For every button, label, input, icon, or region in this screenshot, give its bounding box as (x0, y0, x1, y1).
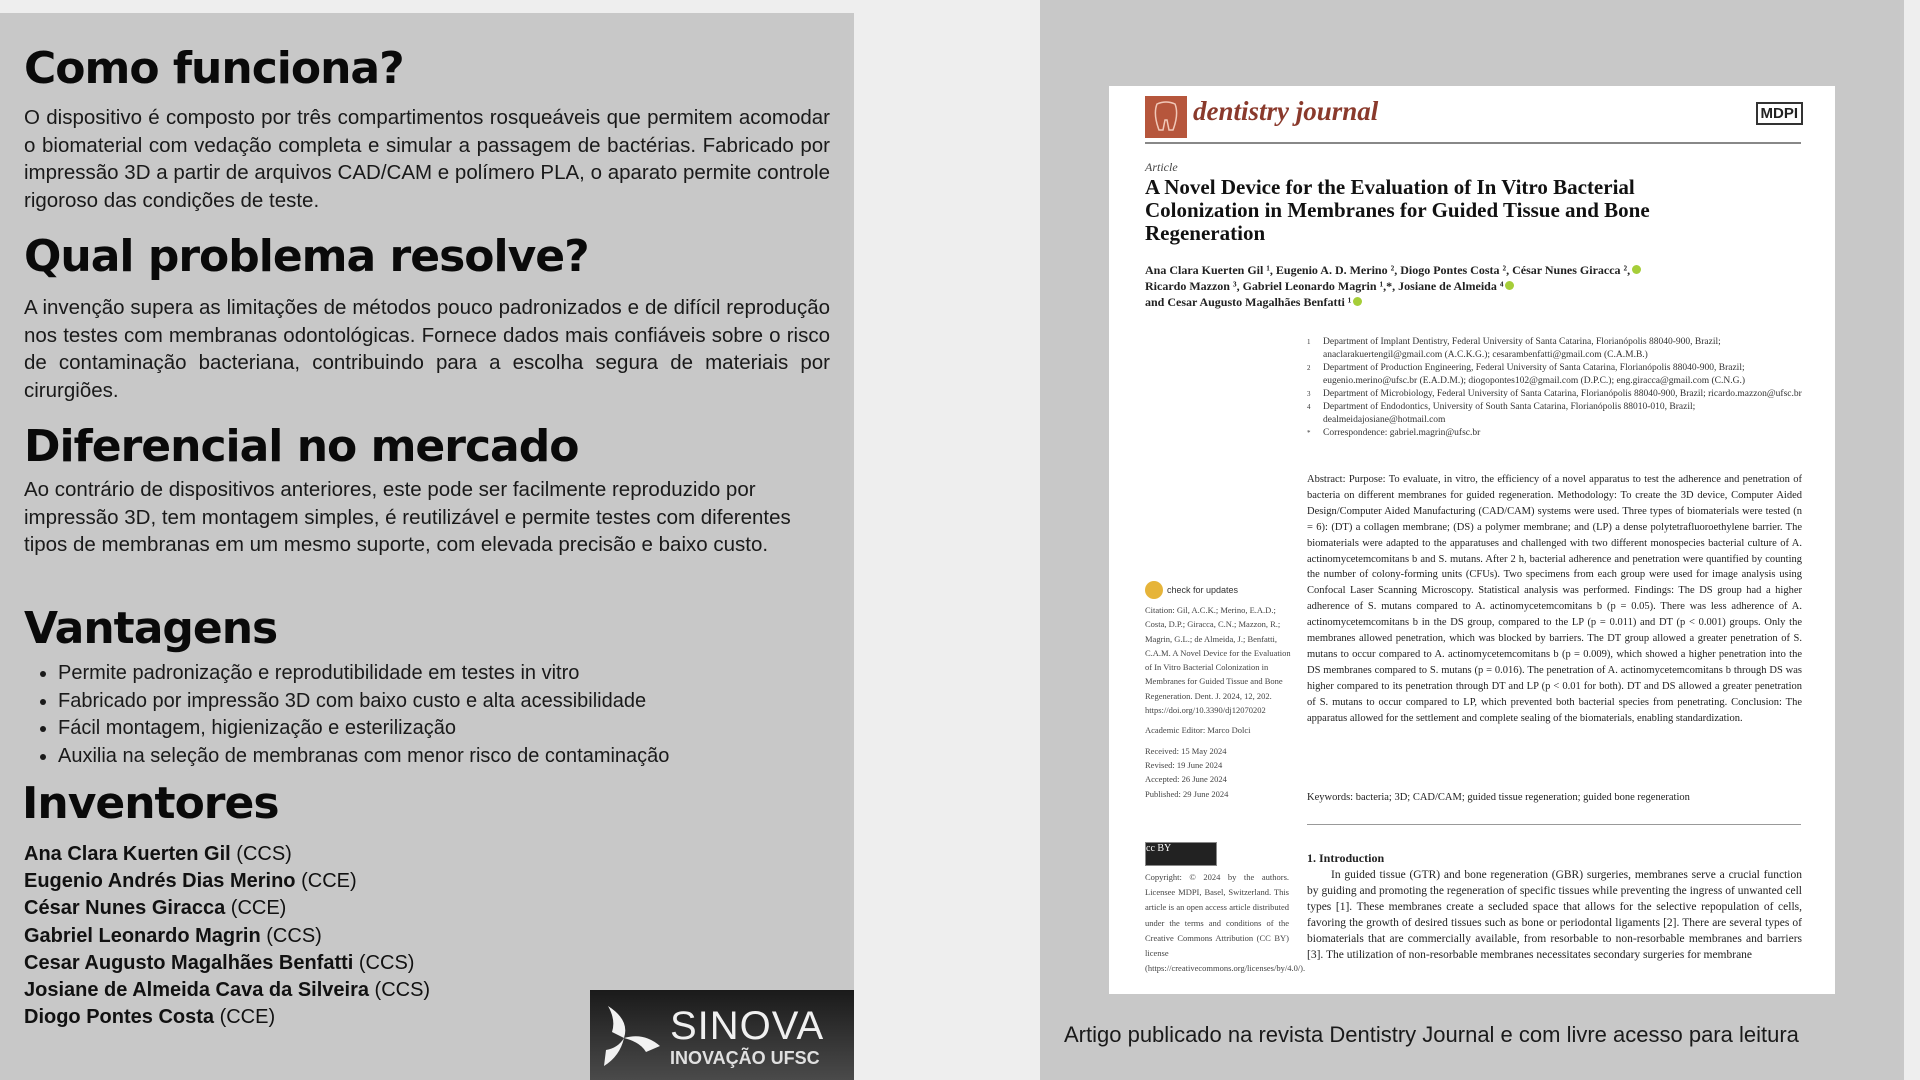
inventor-row (24, 923, 430, 950)
logo-name: SINOVA (670, 1004, 825, 1048)
orcid-icon (1505, 281, 1514, 290)
inventors-list (22, 841, 430, 1031)
divider (1307, 824, 1801, 825)
list-item: • Auxilia na seleção de membranas com menor risco de contaminação (58, 743, 669, 771)
section-differential (24, 421, 830, 559)
affiliation: * Correspondence: gabriel.magrin@ufsc.br (1307, 428, 1481, 438)
sinova-logo (590, 990, 854, 1080)
affiliation: 3 Department of Microbiology, Federal University of Santa Catarina, Florianópolis 88040-900, Brazil; ricardo.mazzon@ufsc.br (1307, 389, 1802, 399)
check-for-updates-button[interactable]: check for updates (1145, 581, 1295, 599)
publisher-logo: MDPI (1756, 102, 1804, 125)
journal-name: dentistry journal (1193, 96, 1379, 126)
inventor-unit: (CCE) (301, 870, 357, 893)
inventor-row (24, 977, 430, 1004)
section-body: O dispositivo é composto por três compartimentos rosqueáveis que permitem acomodar o biomaterial com vedação completa e simular a passagem de bactérias. Fabricado por impressão 3D a partir de arquivos CAD/CAM e polímero PLA, o aparato permite controle rigoroso das condições de teste. (24, 106, 830, 212)
inventor-unit: (CCE) (219, 1006, 276, 1029)
section-title: Diferencial no mercado (24, 421, 579, 472)
authors-line: Ricardo Mazzon ³, Gabriel Leonardo Magrin ¹,*, Josiane de Almeida ⁴ (1145, 279, 1504, 293)
section-title: Vantagens (24, 603, 278, 654)
section-how-it-works (24, 43, 830, 214)
inventor-name: César Nunes Giracca (24, 897, 226, 920)
affiliations (1307, 336, 1802, 440)
list-item: • Permite padronização e reprodutibilidade em testes in vitro (58, 660, 669, 688)
keywords: Keywords: bacteria; 3D; CAD/CAM; guided tissue regeneration; guided bone regeneration (1307, 792, 1690, 803)
authors-line: and Cesar Augusto Magalhães Benfatti ¹ (1145, 295, 1352, 309)
section-body: A invenção supera as limitações de métodos pouco padronizados e de difícil reprodução nos testes com membranas odontológicas. Fornece dados mais confiáveis sobre o risco de contaminação bacteriana, contribuindo para a escolha segura de materiais por cirurgiões. (24, 296, 830, 402)
left-panel (0, 13, 854, 1080)
authors-line: Ana Clara Kuerten Gil ¹, Eugenio A. D. Merino ², Diogo Pontes Costa ², César Nunes Giracca ², (1145, 263, 1631, 277)
abstract: Abstract: Purpose: To evaluate, in vitro, the efficiency of a novel apparatus to test the adherence and penetration of bacteria on different membranes for guided regeneration. Methodology: To create the 3D device, Computer Aided Design/Computer Aided Manufacturing (CAD/CAM) systems were used. Three types of biomaterials were tested (n = 6): (DT) a collagen membrane; (DS) a polymer membrane; and (LP) a dense polytetrafluoroethylene barrier. The biomaterials were adapted to the apparatuses and challenged with two different monospecies bacterial culture of A. actinomycetemcomitans b and S. mutans. After 2 h, bacterial adherence and penetration were quantified by counting the number of colony-forming units (CFUs). Two specimens from each group were used for image analysis using Confocal Laser Scanning Microscopy. Statistical analysis was performed. Findings: The DS group had a higher adherence of S. mutans compared to A. actinomycetemcomitans b (p = 0.05). There was less adherence of A. actinomycetemcomitans b in the DS group, compared to the LP (p = 0.011) and DT (p < 0.001) groups. Only the membranes allowed penetration, which was blocked by barriers. The DT group allowed a greater penetration of S. mutans to occur compared to A. actinomycetemcomitans b (p = 0.009), which showed a higher penetration into the DS membranes compared to S. mutans (p = 0.016). The penetration of A. actinomycetemcomitans b through DS was higher compared to its penetration through DT and LP (p < 0.01 for both). DT and DS allowed a greater penetration of S. mutans to occur compared to LP, which prevented both bacterial species from penetrating. Conclusion: The apparatus allowed for the settlement and complete sealing of the biomaterials, enabling standardization. (1307, 474, 1802, 724)
inventor-row (24, 950, 430, 977)
tooth-icon (1145, 96, 1187, 138)
inventor-row (24, 868, 430, 895)
divider (1145, 142, 1801, 144)
logo-subtitle: INOVAÇÃO UFSC (670, 1048, 820, 1068)
pinwheel-icon (600, 1002, 664, 1070)
inventor-row (24, 1004, 430, 1031)
inventor-name: Eugenio Andrés Dias Merino (24, 870, 296, 893)
affiliation: 2 Department of Production Engineering, Federal University of Santa Catarina, Florianópolis 88040-900, Brazil; eugenio.merino@ufsc.br (E.A.D.M.); diogopontes102@gmail.com (D.P.C.); eng.giracca@gmail.com (C.N.G.) (1307, 363, 1745, 386)
list-item: • Fácil montagem, higienização e esterilização (58, 715, 669, 743)
intro-heading: 1. Introduction (1307, 851, 1385, 865)
section-title: Inventores (22, 778, 279, 829)
orcid-icon (1632, 265, 1641, 274)
inventor-name: Cesar Augusto Magalhães Benfatti (24, 951, 354, 974)
section-problem (24, 231, 830, 404)
section-title: Qual problema resolve? (24, 231, 589, 282)
inventor-unit: (CCE) (230, 897, 287, 920)
section-title: Como funciona? (24, 43, 404, 94)
inventor-name: Gabriel Leonardo Magrin (24, 924, 261, 947)
intro-text: In guided tissue (GTR) and bone regeneration (GBR) surgeries, membranes serve a crucial function by guiding and promoting the regeneration of specific tissues while preventing the ingress of unwanted cell types [1]. These membranes create a secluded space that allows for the selective repopulation of cells, favoring the growth of desired tissues such as bone or periodontal ligaments [2]. There are several types of biomaterials that are commercially available, from resorbable to non-resorbable membranes and barriers [3]. The utilization of non-resorbable membranes necessitates secondary surgeries for membrane (1307, 869, 1802, 961)
section-advantages (24, 603, 669, 770)
inventor-name: Diogo Pontes Costa (24, 1006, 215, 1029)
dates: Received: 15 May 2024 Revised: 19 June 2024 Accepted: 26 June 2024 Published: 29 June 2024 (1145, 745, 1229, 799)
inventor-row (24, 841, 430, 868)
cc-by-license-icon: cc BY (1145, 842, 1217, 866)
citation: Citation: Gil, A.C.K.; Merino, E.A.D.; Costa, D.P.; Giracca, C.N.; Mazzon, R.; Magrin, G.L.; de Almeida, J.; Benfatti, C.A.M. A Novel Device for the Evaluation of In Vitro Bacterial Colonization in Membranes for Guided Tissue and Bone Regeneration. Dent. J. 2024, 12, 202. https://doi.org/10.3390/dj12070202 (1145, 605, 1291, 716)
affiliation: 4 Department of Endodontics, University of South Santa Catarina, Florianópolis 88010-010, Brazil; dealmeidajosiane@hotmail.com (1307, 402, 1696, 425)
inventor-unit: (CCS) (374, 979, 431, 1002)
article-type: Article (1145, 160, 1178, 174)
article-preview (1109, 86, 1835, 994)
orcid-icon (1353, 297, 1362, 306)
inventor-row (24, 895, 430, 922)
advantages-list (24, 660, 669, 770)
article-sidebar (1145, 581, 1295, 801)
section-inventors (22, 778, 430, 1031)
list-item: • Fabricado por impressão 3D com baixo custo e alta acessibilidade (58, 688, 669, 716)
inventor-unit: (CCS) (358, 951, 415, 974)
inventor-name: Ana Clara Kuerten Gil (24, 843, 231, 865)
academic-editor: Academic Editor: Marco Dolci (1145, 725, 1251, 736)
paper-title: A Novel Device for the Evaluation of In Vitro Bacterial Colonization in Membranes for Guided Tissue and Bone Regeneration (1145, 175, 1650, 245)
inventor-unit: (CCS) (266, 924, 322, 947)
article-caption: Artigo publicado na revista Dentistry Journal e com livre acesso para leitura (1064, 1022, 1799, 1047)
affiliation: 1 Department of Implant Dentistry, Federal University of Santa Catarina, Florianópolis 88040-900, Brazil; anaclarakuertengil@gmail.com (A.C.K.G.); cesarambenfatti@gmail.com (C.A.M.B.) (1307, 337, 1721, 360)
checkmark-icon (1145, 581, 1163, 599)
inventor-unit: (CCS) (236, 843, 292, 865)
copyright: Copyright: © 2024 by the authors. Licensee MDPI, Basel, Switzerland. This article is an open access article distributed under the terms and conditions of the Creative Commons Attribution (CC BY) license (https://creativecommons.org/licenses/by/4.0/). (1145, 872, 1306, 974)
paper-authors (1145, 262, 1765, 310)
inventor-name: Josiane de Almeida Cava da Silveira (24, 979, 369, 1002)
section-body: Ao contrário de dispositivos anteriores, este pode ser facilmente reproduzido por impressão 3D, tem montagem simples, é reutilizável e permite testes com diferentes tipos de membranas em um mesmo suporte, com elevada precisão e baixo custo. (24, 478, 791, 556)
